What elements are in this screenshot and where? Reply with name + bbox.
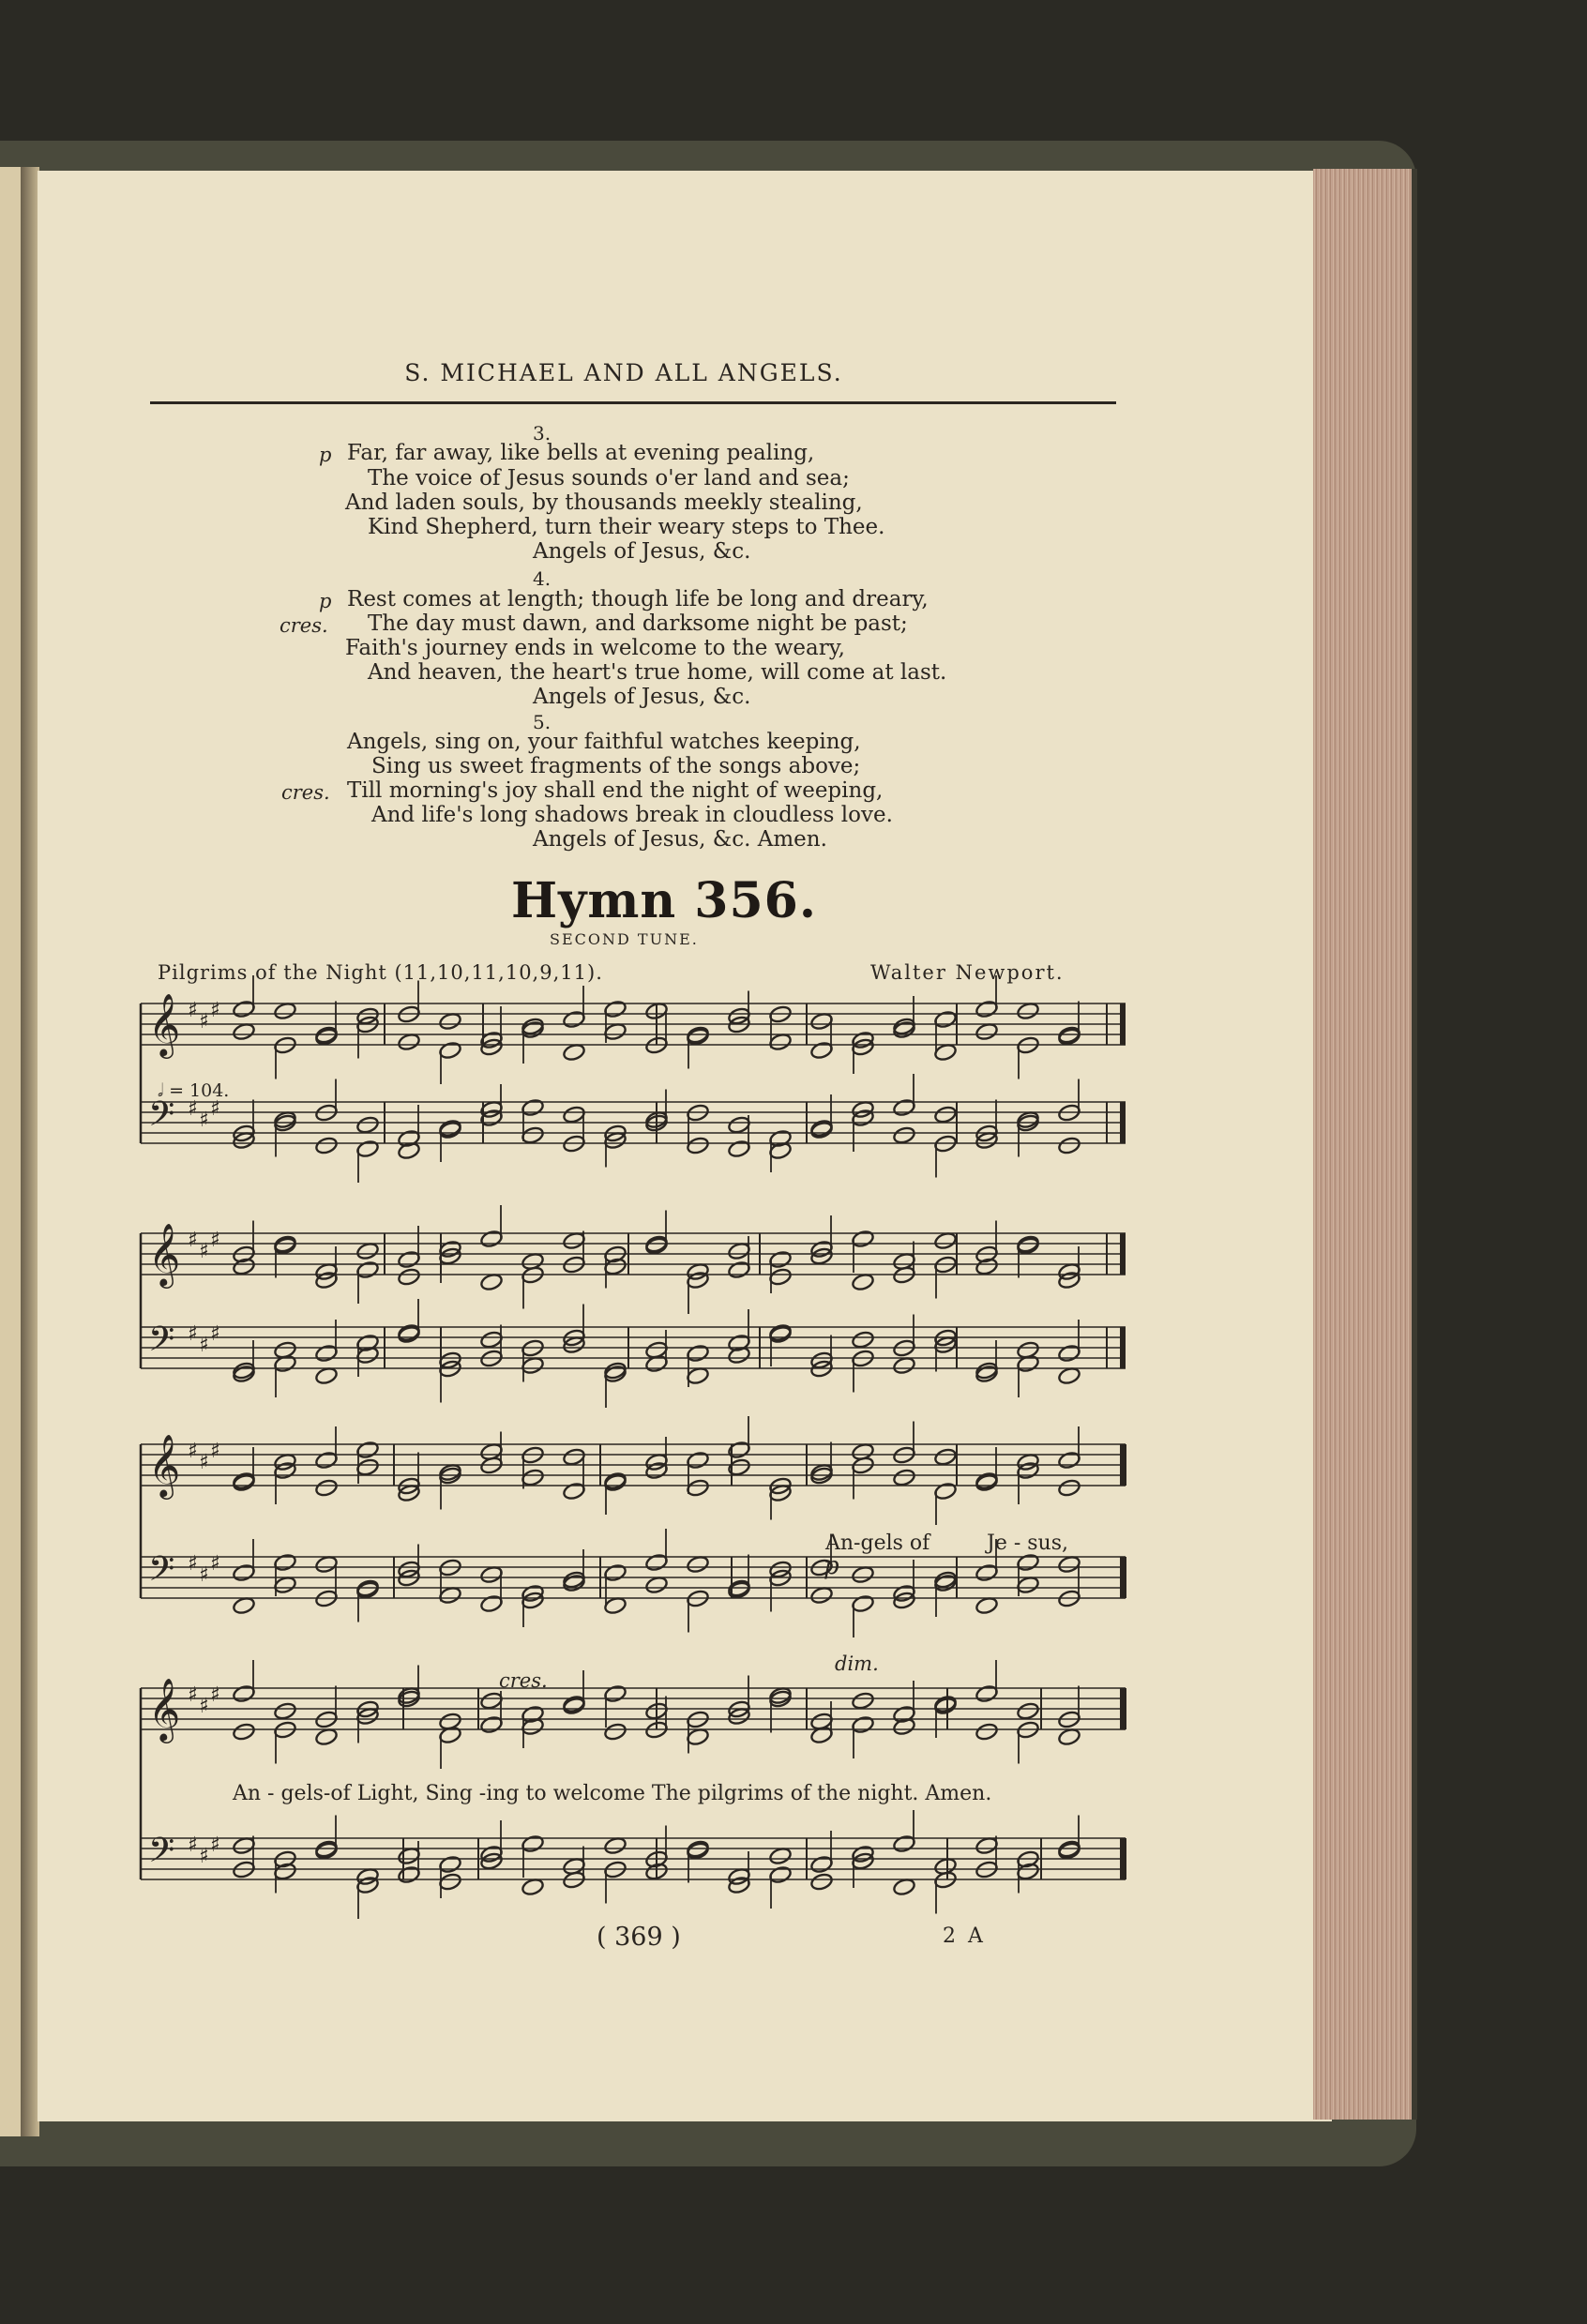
note-head <box>1016 1553 1039 1573</box>
note-head <box>727 1115 750 1135</box>
sharp-icon: ♯ <box>188 1834 198 1857</box>
note-head <box>851 1230 874 1249</box>
dynamic-mark: p <box>319 444 332 466</box>
signature-mark: 2 A <box>943 1924 986 1948</box>
note-head <box>1057 1027 1081 1047</box>
note-head <box>1016 1701 1039 1721</box>
note-head <box>933 1482 957 1502</box>
verse-line: Rest comes at length; though life be long and dreary, <box>347 587 929 611</box>
running-head: S. MICHAEL AND ALL ANGELS. <box>404 359 843 386</box>
note-head <box>562 1447 585 1467</box>
note-head <box>851 1330 874 1350</box>
sharp-icon: ♯ <box>210 1440 220 1463</box>
sharp-icon: ♯ <box>199 1451 209 1474</box>
verse-line: The day must dawn, and darksome night be past; <box>368 611 908 636</box>
verse-line: Angels, sing on, your faithful watches keeping, <box>347 730 861 754</box>
note-head <box>1016 1236 1039 1256</box>
note-head <box>851 1594 874 1614</box>
note-head <box>521 1834 544 1854</box>
dynamic-dim: dim. <box>835 1652 879 1675</box>
verse-line: Sing us sweet fragments of the songs above; <box>371 754 861 778</box>
note-head <box>851 1715 874 1735</box>
sharp-icon: ♯ <box>188 999 198 1022</box>
verse-line: Far, far away, like bells at evening pealing, <box>347 441 815 465</box>
note-head <box>314 1841 338 1861</box>
sharp-icon: ♯ <box>188 1229 198 1252</box>
verse-line: And life's long shadows break in cloudless love. <box>371 803 893 827</box>
note-head <box>562 1010 585 1030</box>
sharp-icon: ♯ <box>210 1552 220 1576</box>
note-head <box>397 1267 420 1287</box>
note-head <box>355 1457 379 1477</box>
sharp-icon: ♯ <box>199 1334 209 1357</box>
note-head <box>686 1027 709 1047</box>
note-head <box>479 1691 503 1711</box>
bass-clef-icon: 𝄢 <box>148 1094 175 1142</box>
note-head <box>727 1441 750 1460</box>
note-head <box>603 1722 627 1742</box>
note-head <box>232 1684 255 1704</box>
note-head <box>232 1000 255 1019</box>
verse-line: Angels of Jesus, &c. Amen. <box>533 827 827 852</box>
verse-line: And laden souls, by thousands meekly stealing, <box>345 490 863 515</box>
note-head <box>644 1553 668 1573</box>
note-head <box>232 1563 255 1583</box>
bass-clef-icon: 𝄢 <box>148 1549 175 1597</box>
final-barline <box>1120 1838 1126 1879</box>
composer: Walter Newport. <box>870 961 1065 984</box>
note-head <box>686 1451 709 1471</box>
treble-clef-icon: 𝄞 <box>148 1677 181 1741</box>
note-head <box>1057 1841 1081 1861</box>
note-head <box>1057 1451 1081 1471</box>
dynamic-mark: p <box>319 590 332 612</box>
note-head <box>975 1563 998 1583</box>
sharp-icon: ♯ <box>199 1240 209 1263</box>
note-head <box>933 1447 957 1467</box>
note-head <box>809 1872 833 1892</box>
page-number: ( 369 ) <box>597 1923 681 1952</box>
note-head <box>562 1105 585 1124</box>
note-head <box>521 1468 544 1487</box>
note-head <box>438 1351 461 1370</box>
verse-line: The voice of Jesus sounds o'er land and sea; <box>368 466 850 490</box>
note-head <box>355 1115 379 1135</box>
note-head <box>644 1236 668 1256</box>
treble-clef-icon: 𝄞 <box>148 1433 181 1497</box>
verse-line: Till morning's joy shall end the night of weeping, <box>347 778 884 803</box>
note-head <box>521 1125 544 1145</box>
note-head <box>232 1722 255 1742</box>
tune-name: Pilgrims of the Night (11,10,11,10,9,11). <box>158 961 603 984</box>
note-head <box>686 1478 709 1498</box>
note-head <box>1057 1344 1081 1364</box>
sharp-icon: ♯ <box>188 1683 198 1707</box>
note-head <box>355 1260 379 1280</box>
note-head <box>809 1041 833 1061</box>
note-head <box>479 1230 503 1249</box>
note-head <box>273 1553 296 1573</box>
treble-clef-icon: 𝄞 <box>148 1222 181 1286</box>
note-head <box>686 1136 709 1155</box>
note-head <box>851 1691 874 1711</box>
dynamic-cres: cres. <box>499 1669 548 1692</box>
note-head <box>479 1594 503 1614</box>
note-head <box>727 1139 750 1159</box>
note-head <box>521 1098 544 1118</box>
verse-number: 3. <box>533 422 552 445</box>
note-head <box>438 1872 461 1892</box>
note-head <box>314 1478 338 1498</box>
note-head <box>438 1041 461 1061</box>
final-barline <box>1120 1557 1126 1598</box>
note-head <box>355 1006 379 1026</box>
note-head <box>975 1684 998 1704</box>
hymn-title: Hymn 356. <box>511 872 817 929</box>
lyric-line-3b: Je - sus, <box>987 1532 1069 1555</box>
lyric-line-3a: An-gels of <box>825 1532 930 1555</box>
sharp-icon: ♯ <box>210 999 220 1022</box>
note-head <box>933 1010 957 1030</box>
final-barline <box>1120 1102 1126 1143</box>
sharp-icon: ♯ <box>210 1097 220 1121</box>
sharp-icon: ♯ <box>188 1322 198 1346</box>
note-head <box>892 1468 915 1487</box>
verse-line: Kind Shepherd, turn their weary steps to Thee. <box>368 515 885 539</box>
sharp-icon: ♯ <box>199 1695 209 1718</box>
note-head <box>314 1344 338 1364</box>
note-head <box>479 1715 503 1735</box>
final-barline <box>1120 1004 1126 1045</box>
note-head <box>603 1000 627 1019</box>
verse-line: And heaven, the heart's true home, will come at last. <box>368 660 947 685</box>
note-head <box>686 1344 709 1364</box>
final-barline <box>1120 1688 1126 1729</box>
note-head <box>1057 1478 1081 1498</box>
tune-subtitle: SECOND TUNE. <box>550 930 699 948</box>
note-head <box>768 1267 792 1287</box>
note-head <box>355 1580 379 1600</box>
note-head <box>314 1136 338 1155</box>
note-head <box>603 1684 627 1704</box>
note-head <box>397 1865 420 1885</box>
note-head <box>438 1855 461 1875</box>
bass-clef-icon: 𝄢 <box>148 1831 175 1879</box>
sharp-icon: ♯ <box>188 1552 198 1576</box>
note-head <box>686 1841 709 1861</box>
verse-number: 4. <box>533 567 552 590</box>
tempo-mark: 𝅗𝅥 = 104. <box>158 1080 230 1101</box>
note-head <box>768 1250 792 1270</box>
verse-line: Angels of Jesus, &c. <box>533 685 751 709</box>
note-head <box>727 1006 750 1026</box>
note-head <box>314 1027 338 1047</box>
note-head <box>397 1560 420 1579</box>
note-head <box>768 1865 792 1885</box>
note-head <box>809 1351 833 1370</box>
note-head <box>355 1441 379 1460</box>
note-head <box>768 1560 792 1579</box>
sharp-icon: ♯ <box>210 1683 220 1707</box>
note-head <box>273 1236 296 1256</box>
note-head <box>727 1260 750 1280</box>
dynamic-p: p <box>824 1552 839 1580</box>
sharp-icon: ♯ <box>210 1322 220 1346</box>
verse-line: Faith's journey ends in welcome to the weary, <box>345 636 845 660</box>
bass-clef-icon: 𝄢 <box>148 1320 175 1367</box>
sharp-icon: ♯ <box>199 1109 209 1132</box>
lyric-line-4: An - gels-of Light, Sing -ing to welcome The pilgrims of the night. Amen. <box>233 1782 992 1805</box>
verse-number: 5. <box>533 711 552 733</box>
note-head <box>975 1722 998 1742</box>
final-barline <box>1120 1233 1126 1275</box>
final-barline <box>1120 1444 1126 1486</box>
sharp-icon: ♯ <box>210 1229 220 1252</box>
sharp-icon: ♯ <box>199 1845 209 1868</box>
note-head <box>809 1855 833 1875</box>
note-head <box>603 1563 627 1583</box>
note-head <box>892 1098 915 1118</box>
verse-line: Angels of Jesus, &c. <box>533 539 751 564</box>
note-head <box>273 1701 296 1721</box>
sharp-icon: ♯ <box>199 1010 209 1034</box>
sharp-icon: ♯ <box>188 1440 198 1463</box>
note-head <box>355 1139 379 1159</box>
note-head <box>314 1451 338 1471</box>
note-head <box>975 1000 998 1019</box>
note-head <box>892 1834 915 1854</box>
note-head <box>397 1250 420 1270</box>
note-head <box>892 1125 915 1145</box>
treble-clef-icon: 𝄞 <box>148 992 181 1056</box>
note-head <box>479 1330 503 1350</box>
dynamic-mark: cres. <box>281 781 330 804</box>
final-barline <box>1120 1327 1126 1368</box>
note-head <box>933 1105 957 1124</box>
sharp-icon: ♯ <box>188 1097 198 1121</box>
sharp-icon: ♯ <box>199 1563 209 1587</box>
sharp-icon: ♯ <box>210 1834 220 1857</box>
note-head <box>562 1482 585 1502</box>
dynamic-mark: cres. <box>280 614 328 637</box>
note-head <box>1057 1136 1081 1155</box>
